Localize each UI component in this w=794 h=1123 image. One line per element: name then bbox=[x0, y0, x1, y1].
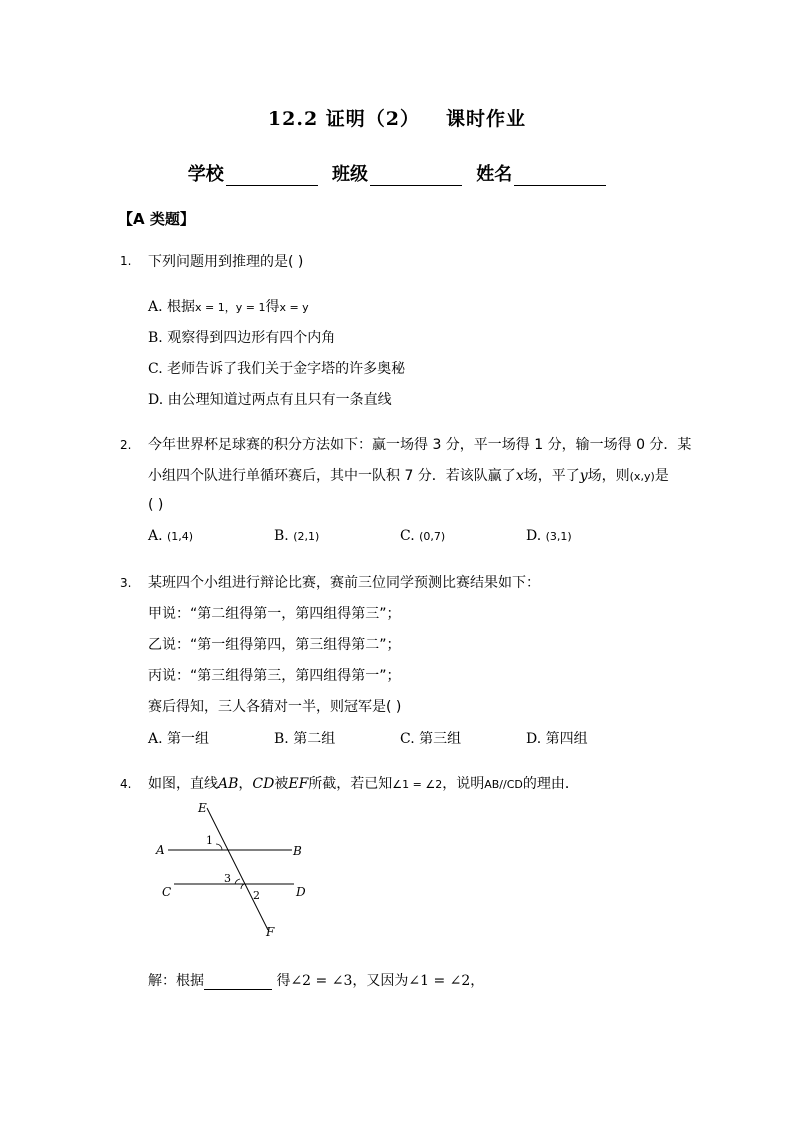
q3-question: 赛后得知，三人各猜对一半，则冠军是( ) bbox=[148, 699, 402, 715]
q1-option-c: C. 老师告诉了我们关于金字塔的许多奥秘 bbox=[148, 361, 406, 377]
q4-solution: 解：根据 得∠2 = ∠3，又因为∠1 = ∠2， bbox=[148, 973, 485, 989]
q2-option-a: A. (1,4) bbox=[148, 528, 194, 544]
q1-number: 1. bbox=[120, 254, 132, 268]
label-b: B bbox=[293, 844, 302, 858]
line-ef bbox=[207, 808, 268, 930]
label-angle-3: 3 bbox=[224, 872, 231, 885]
class-field: 班级 bbox=[332, 160, 462, 186]
name-blank[interactable] bbox=[514, 167, 606, 186]
q3-yi: 乙说：“第一组得第四，第三组得第二”； bbox=[148, 637, 401, 653]
q2-number: 2. bbox=[120, 438, 132, 452]
q2-line1: 今年世界杯足球赛的积分方法如下：赢一场得 3 分，平一场得 1 分，输一场得 0 分．某 bbox=[148, 437, 692, 453]
q1-option-d: D. 由公理知道过两点有且只有一条直线 bbox=[148, 392, 392, 408]
label-d: D bbox=[296, 885, 306, 899]
q2-option-c: C. (0,7) bbox=[400, 528, 446, 544]
label-a: A bbox=[156, 843, 165, 857]
page-title bbox=[0, 104, 794, 131]
q3-bing: 丙说：“第三组得第三，第四组得第一”； bbox=[148, 668, 401, 684]
label-c: C bbox=[162, 885, 172, 899]
label-e: E bbox=[198, 801, 207, 815]
angle-2-arc bbox=[241, 884, 244, 889]
q3-option-a: A. 第一组 bbox=[148, 731, 210, 747]
q3-number: 3. bbox=[120, 576, 132, 590]
q3-stem: 某班四个小组进行辩论比赛，赛前三位同学预测比赛结果如下： bbox=[148, 575, 540, 591]
q1-option-b: B. 观察得到四边形有四个内角 bbox=[148, 330, 336, 346]
q1-stem: 下列问题用到推理的是( ) bbox=[148, 254, 304, 270]
q2-line3: ( ) bbox=[148, 497, 164, 513]
angle-3-arc bbox=[235, 879, 240, 884]
angle-1-arc bbox=[216, 844, 222, 850]
name-field: 姓名 bbox=[476, 160, 606, 186]
label-angle-2: 2 bbox=[253, 889, 260, 902]
school-blank[interactable] bbox=[226, 167, 318, 186]
q3-option-b: B. 第二组 bbox=[274, 731, 336, 747]
q2-line2: 小组四个队进行单循环赛后，其中一队积 7 分．若该队赢了x场，平了y场，则(x,y)是 bbox=[148, 468, 669, 484]
class-blank[interactable] bbox=[370, 167, 462, 186]
section-label: 【A 类题】 bbox=[118, 210, 195, 228]
parallel-lines-figure bbox=[150, 800, 320, 940]
q3-jia: 甲说：“第二组得第一，第四组得第三”； bbox=[148, 606, 401, 622]
q4-stem: 如图，直线AB，CD被EF所截，若已知∠1 = ∠2，说明AB//CD的理由． bbox=[148, 776, 579, 792]
q2-option-b: B. (2,1) bbox=[274, 528, 320, 544]
q2-option-d: D. (3,1) bbox=[526, 528, 572, 544]
student-info-row bbox=[0, 160, 794, 186]
label-angle-1: 1 bbox=[206, 834, 213, 847]
q1-option-a: A. 根据x = 1，y = 1得x = y bbox=[148, 299, 309, 315]
q4-number: 4. bbox=[120, 777, 132, 791]
label-f: F bbox=[266, 925, 275, 939]
solution-blank[interactable] bbox=[204, 975, 272, 990]
q3-option-d: D. 第四组 bbox=[526, 731, 588, 747]
q3-option-c: C. 第三组 bbox=[400, 731, 462, 747]
title-main: 12.2 证明（2） bbox=[267, 108, 421, 130]
title-sub: 课时作业 bbox=[446, 108, 527, 130]
school-field: 学校 bbox=[188, 160, 318, 186]
